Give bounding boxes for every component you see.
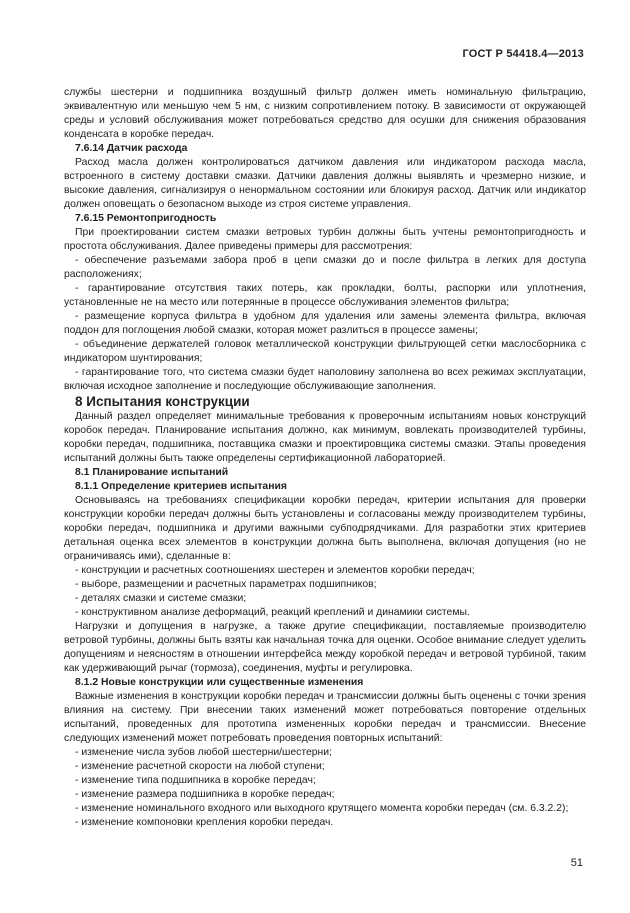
- list-item: - изменение компоновки крепления коробки передач.: [75, 817, 334, 828]
- list-item: - гарантирование отсутствия таких потерь, как прокладки, болты, распорки или уплотнения, установленные не на место или потерянные в процессе обслуживания элементов фильтра;: [64, 283, 586, 308]
- paragraph: Основываясь на требованиях спецификации коробки передач, критерии испытания для проверки конструкции коробки передач должны быть установлены и согласованы между производителем турбины, коробки передач, подшипника и другими важными субподрядчиками. Для разработки этих критериев детальная оценка всех элементов в конструкции должна быть выполнена, включая допущения (но не ограничиваясь ими), сделанные в:: [64, 495, 586, 562]
- list-item: - выборе, размещении и расчетных параметрах подшипников;: [75, 579, 377, 590]
- list-item: - изменение расчетной скорости на любой ступени;: [75, 761, 325, 772]
- page-number: 51: [570, 857, 583, 869]
- document-header: ГОСТ Р 54418.4—2013: [462, 48, 584, 60]
- list-item: - конструкции и расчетных соотношениях шестерен и элементов коробки передач;: [75, 565, 475, 576]
- list-item: - размещение корпуса фильтра в удобном для удаления или замены элемента фильтра, включая поддон для поглощения любой смазки, которая может разлиться в процессе замены;: [64, 311, 586, 336]
- subsection-heading: 8.1.1 Определение критериев испытания: [75, 481, 287, 492]
- list-item: - объединение держателей головок металлической конструкции фильтрующей сетки маслосборника с индикатором шунтирования;: [64, 339, 586, 364]
- document-body: [64, 86, 586, 830]
- subsection-heading: 7.6.14 Датчик расхода: [75, 143, 188, 154]
- paragraph: Важные изменения в конструкции коробки передач и трансмиссии должны быть оценены с точки зрения влияния на систему. При внесении таких изменений может потребоваться повторение отдельных испытаний, проведенных для прототипа измененных коробки передач и трансмиссии. Внесение следующих изменений может потребовать проведения повторных испытаний:: [64, 691, 586, 744]
- subsection-heading: 8.1.2 Новые конструкции или существенные изменения: [75, 677, 364, 688]
- subsection-heading: 8.1 Планирование испытаний: [75, 467, 229, 478]
- paragraph: службы шестерни и подшипника воздушный фильтр должен иметь номинальную фильтрацию, эквивалентную или меньшую чем 5 нм, с низким сопротивлением потоку. В зависимости от окружающей среды и условий обслуживания может потребоваться средство для осушки для снижения образования конденсата в коробке передач.: [64, 87, 586, 140]
- paragraph: Данный раздел определяет минимальные требования к проверочным испытаниям новых конструкций коробок передач. Планирование испытания должно, как минимум, вовлекать производителей турбины, коробки передач, подшипника, поставщика смазки и проектировщика системы смазки. Этапы проведения испытаний должны быть также определены сертификационной лабораторией.: [64, 411, 586, 464]
- list-item: - изменение числа зубов любой шестерни/шестерни;: [75, 747, 332, 758]
- list-item: - конструктивном анализе деформаций, реакций креплений и динамики системы.: [75, 607, 470, 618]
- subsection-heading: 7.6.15 Ремонтопригодность: [75, 213, 217, 224]
- list-item: - обеспечение разъемами забора проб в цепи смазки до и после фильтра в легких для доступа расположениях;: [64, 255, 586, 280]
- list-item: - изменение типа подшипника в коробке передач;: [75, 775, 316, 786]
- list-item: - деталях смазки и системе смазки;: [75, 593, 247, 604]
- list-item: - гарантирование того, что система смазки будет наполовину заполнена во всех режимах эксплуатации, включая исходное заполнение и последующие обслуживающие заполнения.: [64, 367, 586, 392]
- paragraph: При проектировании систем смазки ветровых турбин должны быть учтены ремонтопригодность и простота обслуживания. Далее приведены примеры для рассмотрения:: [64, 227, 586, 252]
- list-item: - изменение размера подшипника в коробке передач;: [75, 789, 335, 800]
- section-heading: 8 Испытания конструкции: [75, 394, 250, 409]
- paragraph: Расход масла должен контролироваться датчиком давления или индикатором расхода масла, встроенного в систему доставки смазки. Датчики давления должны выявлять и чрезмерно низкие, и высокие давления, сигнализируя о ненормальном состоянии или блокируя расход. Датчик или индикатор должен оповещать о безопасном выходе из строя системе управления.: [64, 157, 586, 210]
- paragraph: Нагрузки и допущения в нагрузке, а также другие спецификации, поставляемые производителю ветровой турбины, должны быть взяты как начальная точка для оценки. Особое внимание следует уделить допущениям и неясностям в отношении интерфейса между коробкой передач и ветровой турбиной, таким как удерживающий рычаг (тормоза), соединения, муфты и регулировка.: [64, 621, 586, 674]
- list-item: - изменение номинального входного или выходного крутящего момента коробки передач (см. 6.3.2.2);: [75, 803, 569, 814]
